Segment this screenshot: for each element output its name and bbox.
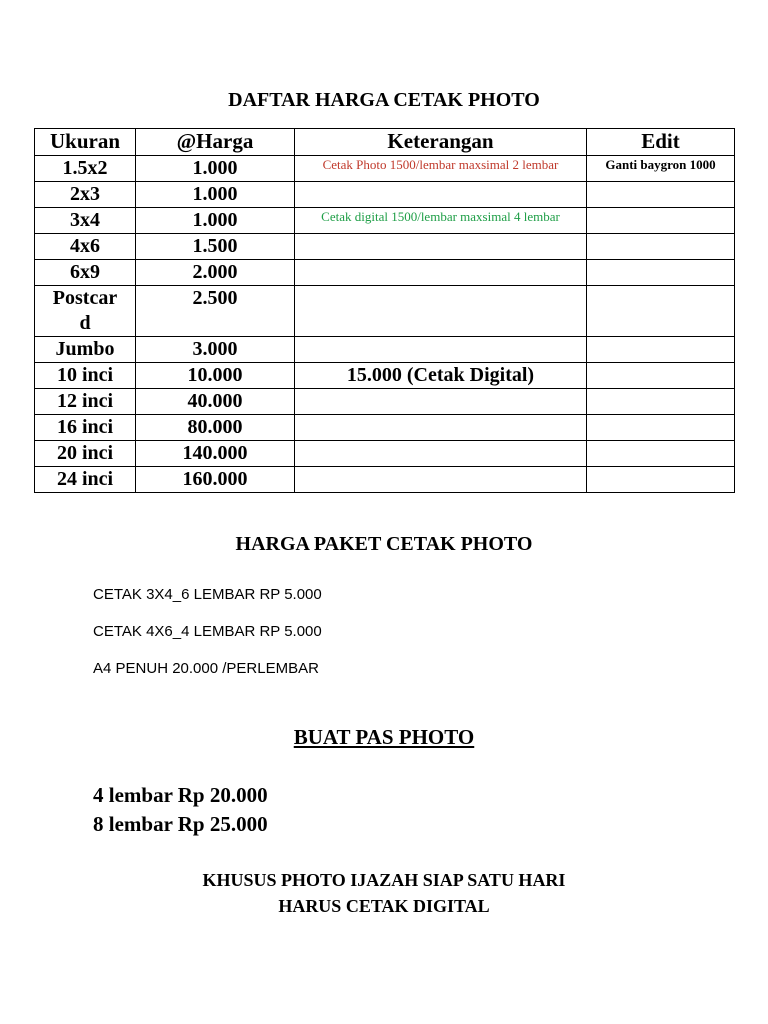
- cell-ukuran: 4x6: [35, 234, 136, 260]
- ukuran-line1: Postcar: [52, 287, 118, 309]
- cell-edit: [587, 286, 735, 337]
- cell-ukuran: 24 inci: [35, 467, 136, 493]
- cell-keterangan: [295, 389, 587, 415]
- cell-harga: 80.000: [136, 415, 295, 441]
- table-row: [35, 363, 735, 389]
- cell-harga: 1.000: [136, 182, 295, 208]
- price-table: [34, 128, 735, 493]
- ukuran-line2: d: [79, 312, 91, 334]
- table-row: [35, 441, 735, 467]
- footer-line-1: KHUSUS PHOTO IJAZAH SIAP SATU HARI: [202, 870, 566, 890]
- cell-harga: 1.500: [136, 234, 295, 260]
- table-row: [35, 156, 735, 182]
- cell-harga: 140.000: [136, 441, 295, 467]
- table-row: [35, 182, 735, 208]
- cell-keterangan: [295, 441, 587, 467]
- pas-photo-item: 8 lembar Rp 25.000: [93, 812, 268, 836]
- table-row: [35, 234, 735, 260]
- cell-edit: [587, 337, 735, 363]
- cell-keterangan: [295, 286, 587, 337]
- cell-ukuran: 16 inci: [35, 415, 136, 441]
- cell-edit: [587, 182, 735, 208]
- cell-harga: 2.500: [136, 286, 295, 337]
- cell-ukuran: [35, 286, 136, 337]
- package-item: A4 PENUH 20.000 /PERLEMBAR: [93, 660, 319, 677]
- cell-ukuran: 10 inci: [35, 363, 136, 389]
- cell-keterangan: [295, 337, 587, 363]
- cell-harga: 1.000: [136, 208, 295, 234]
- footer-line-2: HARUS CETAK DIGITAL: [278, 896, 490, 916]
- cell-edit: [587, 415, 735, 441]
- pas-photo-title: BUAT PAS PHOTO: [293, 725, 475, 749]
- cell-harga: 160.000: [136, 467, 295, 493]
- cell-keterangan: [295, 415, 587, 441]
- cell-edit: [587, 234, 735, 260]
- cell-edit: [587, 363, 735, 389]
- cell-keterangan: 15.000 (Cetak Digital): [295, 363, 587, 389]
- pas-photo-item: 4 lembar Rp 20.000: [93, 783, 268, 807]
- cell-edit: [587, 441, 735, 467]
- table-row: [35, 337, 735, 363]
- package-title: HARGA PAKET CETAK PHOTO: [235, 533, 533, 555]
- cell-harga: 2.000: [136, 260, 295, 286]
- table-row: [35, 260, 735, 286]
- table-row: [35, 415, 735, 441]
- table-row: [35, 389, 735, 415]
- table-row: [35, 467, 735, 493]
- cell-ukuran: 6x9: [35, 260, 136, 286]
- table-header-row: [35, 129, 735, 156]
- cell-ukuran: 1.5x2: [35, 156, 136, 182]
- cell-keterangan: [295, 467, 587, 493]
- price-list-title: DAFTAR HARGA CETAK PHOTO: [228, 89, 540, 111]
- cell-ukuran: Jumbo: [35, 337, 136, 363]
- cell-edit: [587, 260, 735, 286]
- cell-edit: [587, 389, 735, 415]
- table-row: [35, 208, 735, 234]
- header-harga: @Harga: [136, 129, 295, 156]
- cell-edit: [587, 467, 735, 493]
- header-keterangan: Keterangan: [295, 129, 587, 156]
- cell-keterangan: [295, 234, 587, 260]
- cell-edit: [587, 208, 735, 234]
- table-row: [35, 286, 735, 337]
- cell-keterangan: Cetak digital 1500/lembar maxsimal 4 lembar: [295, 208, 587, 234]
- cell-ukuran: 12 inci: [35, 389, 136, 415]
- cell-harga: 40.000: [136, 389, 295, 415]
- cell-keterangan: [295, 182, 587, 208]
- header-edit: Edit: [587, 129, 735, 156]
- package-item: CETAK 3X4_6 LEMBAR RP 5.000: [93, 586, 322, 603]
- cell-harga: 10.000: [136, 363, 295, 389]
- cell-keterangan: Cetak Photo 1500/lembar maxsimal 2 lembar: [295, 156, 587, 182]
- cell-harga: 3.000: [136, 337, 295, 363]
- header-ukuran: Ukuran: [35, 129, 136, 156]
- cell-keterangan: [295, 260, 587, 286]
- cell-ukuran: 20 inci: [35, 441, 136, 467]
- cell-ukuran: 3x4: [35, 208, 136, 234]
- cell-edit: Ganti baygron 1000: [587, 156, 735, 182]
- cell-harga: 1.000: [136, 156, 295, 182]
- cell-ukuran: 2x3: [35, 182, 136, 208]
- package-item: CETAK 4X6_4 LEMBAR RP 5.000: [93, 623, 322, 640]
